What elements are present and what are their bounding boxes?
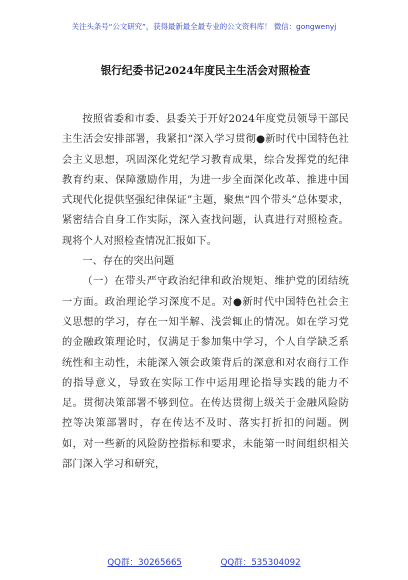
top-banner: 关注头条号“公文研究”，获得最新最全最专业的公文资料库！ 微信：gongwenyj: [71, 22, 337, 31]
bottom-banner: [0, 558, 408, 569]
intro-paragraph: 按照省委和市委、县委关于开好2024年度党员领导干部民主生活会安排部署，我紧扣“深入学习贯彻●新时代中国特色社会主义思想，巩固深化党纪学习教育成果，综合发挥党的纪律教育约束、保障激励作用，为进一步全面深化改革、推进中国式现代化提供坚强纪律保证”主题，聚焦“四个带头”总体要求，紧密结合自身工作实际，深入查找问题，认真进行对照检查。现将个人对照检查情况汇报如下。: [62, 114, 349, 247]
section-paragraph: （一）在带头严守政治纪律和政治规矩、维护党的团结统一方面。政治理论学习深度不足。对●新时代中国特色社会主义思想的学习，存在一知半解、浅尝辄止的情况。如在学习党的金融政策理论时，仅满足于参加集中学习，个人自学缺乏系统性和主动性，未能深入领会政策背后的深意和对农商行工作的指导意义，导致在实际工作中运用理论指导实践的能力不足。贯彻决策部署不够到位。在传达贯彻上级关于金融风险防控等决策部署时，存在传达不及时、落实打折扣的问题。例如，对一些新的风险防控指标和要求，未能第一时间组织相关部门深入学习和研究，: [62, 276, 349, 471]
section-heading: 一、存在的突出问题: [82, 256, 175, 268]
document-title: 银行纪委书记2024年度民主生活会对照检查: [100, 65, 311, 77]
qq-group-2: QQ群：535304092: [220, 558, 301, 568]
document-page: [62, 64, 349, 475]
qq-group-1: QQ群：30265665: [107, 558, 182, 568]
